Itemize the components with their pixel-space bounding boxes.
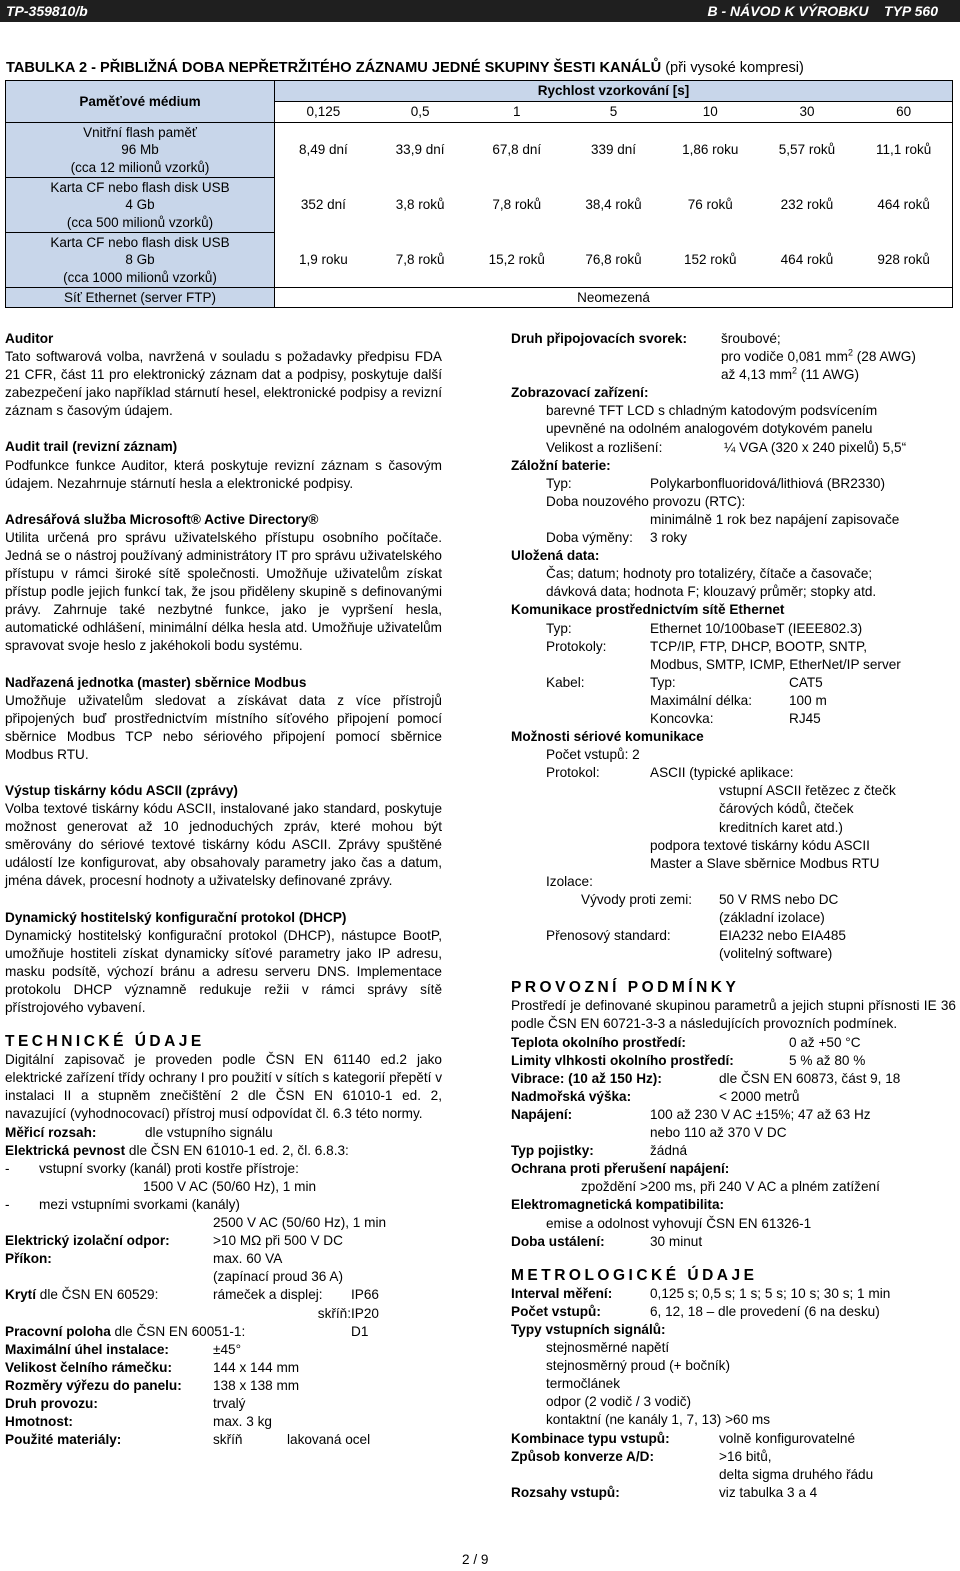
paragraph: Utilita určená pro správu uživatelského přístupu osobního počítače. Jedná se o nástroj používaný administrátory IT pro správu uživatelského přístupu v rámci široké sítě společnosti. Umožňuje uživatelům získat přístup podle jejich funkcí tak, že jsou přiděleny skupině s definovanými právy. Zahrnuje také nezbytné funkce, jako je vypršení hesla, automatické odhlášení, minimální délka hesla atd. Umožňuje uživatelům spravovat svoje heslo z jakéhokoli bodu systému.: [5, 529, 442, 654]
spec-key: Počet vstupů:: [511, 1303, 601, 1319]
table-title-main: TABULKA 2 - PŘIBLIŽNÁ DOBA NEPŘETRŽITÉHO ZÁZNAMU JEDNÉ SKUPINY ŠESTI KANÁLŮ: [6, 60, 662, 76]
duration-cell: 76,8 roků: [585, 251, 642, 267]
spec-key: Velikost a rozlišení:: [546, 439, 663, 455]
spec-value: (základní izolace): [719, 910, 825, 925]
spec-value: IP20: [351, 1305, 379, 1321]
medium-cell: [6, 178, 275, 233]
section-heading: Audit trail (revizní záznam): [5, 439, 178, 455]
recording-time-table: [5, 80, 953, 308]
spec-value: RJ45: [789, 710, 821, 726]
spec-value: dle vstupního signálu: [145, 1124, 273, 1140]
speed-cell: 5: [609, 104, 618, 119]
duration-cell: 352 dní: [300, 197, 346, 212]
paragraph: Tato softwarová volba, navržená v souladu s požadavky předpisu FDA 21 CFR, část 11 pro elektronický záznam dat a podpisy, poskytuje další zabezpečení jako například stárnutí hesel, elektronické podpisy a revizní záznam s časovým údajem.: [5, 349, 442, 419]
duration-cell: 5,57 roků: [778, 142, 836, 158]
spec-value: CAT5: [789, 674, 823, 690]
page-number: 2 / 9: [462, 1552, 489, 1567]
section-heading: Dynamický hostitelský konfigurační protokol (DHCP): [5, 909, 347, 925]
section-heading: Výstup tiskárny kódu ASCII (zprávy): [5, 782, 238, 798]
speed-cell: 0,125: [306, 104, 341, 119]
medium-samples: (cca 1000 milionů vzorků): [63, 269, 217, 285]
spec-value: TCP/IP, FTP, DHCP, BOOTP, SNTP,: [650, 638, 868, 654]
spec-key: Limity vlhkosti okolního prostředí:: [511, 1052, 734, 1068]
spec-key: Druh připojovacích svorek:: [511, 331, 688, 346]
left-column: [5, 330, 442, 1449]
spec-key: Protokol:: [546, 765, 600, 781]
duration-cell: 8,49 dní: [298, 142, 348, 158]
duration-cell: 1,86 roku: [682, 142, 739, 158]
spec-value: 2500 V AC (50/60 Hz), 1 min: [213, 1215, 387, 1231]
spec-value: zpoždění >200 ms, při 240 V AC a plném zatížení: [581, 1179, 880, 1195]
spec-key: Měřicí rozsah:: [5, 1124, 97, 1140]
duration-cell: Neomezená: [275, 288, 953, 308]
spec-value: Ethernet 10/100baseT (IEEE802.3): [650, 620, 863, 636]
section-heading: Uložená data:: [511, 548, 600, 564]
spec-key: Typ pojistky:: [511, 1143, 594, 1159]
duration-cell: 7,8 roků: [395, 251, 445, 267]
spec-value: ¼ VGA (320 x 240 pixelů) 5,5“: [724, 439, 907, 455]
spec-value: 100 m: [789, 692, 827, 708]
medium-capacity: 4 Gb: [125, 197, 155, 213]
spec-value: trvalý: [213, 1395, 246, 1411]
right-column: [511, 330, 956, 1502]
paragraph: Prostředí je definované skupinou parametrů a jejich stupni přísnosti IE 36 podle ČSN EN 60721-3-3 a následujících provozních podmínek.: [511, 998, 956, 1032]
spec-value: >10 MΩ při 500 V DC: [213, 1233, 343, 1249]
spec-value: volně konfigurovatelné: [719, 1430, 856, 1446]
spec-value: 50 V RMS nebo DC: [719, 891, 839, 907]
spec-value: max. 60 VA: [213, 1251, 283, 1267]
spec-value: dávková data; hodnota F; klouzavý průměr; stopky atd.: [546, 584, 877, 600]
medium-cell: Síť Ethernet (server FTP): [6, 288, 275, 308]
spec-key: Rozsahy vstupů:: [511, 1484, 620, 1500]
spec-value: max. 3 kg: [213, 1414, 272, 1430]
list-item: kontaktní (ne kanály 1, 7, 13) >60 ms: [546, 1412, 771, 1428]
medium-cell: [6, 123, 275, 178]
paragraph: Umožňuje uživatelům sledovat a získávat data z více přístrojů připojených buď prostřednictvím místního síťového připojení pomocí sběrnice Modbus TCP nebo sériového připojení pomocí sběrnice Modbus RTU.: [5, 692, 442, 762]
medium-capacity: 96 Mb: [121, 142, 159, 158]
spec-value: Master a Slave sběrnice Modbus RTU: [650, 855, 880, 871]
speed-cell: 10: [702, 104, 718, 119]
duration-cell: 928 roků: [877, 251, 930, 267]
spec-value: čárových kódů, čteček: [719, 801, 854, 817]
spec-key: Krytí dle ČSN EN 60529:: [5, 1287, 159, 1303]
spec-value: šroubové;: [721, 331, 781, 346]
spec-value: až 4,13 $mm^2$ (11 AWG): [721, 365, 859, 383]
spec-value: vstupní svorky (kanál) proti kostře přístroje:: [39, 1160, 299, 1176]
spec-value: minimálně 1 rok bez napájení zapisovače: [650, 511, 900, 527]
spec-value: < 2000 metrů: [719, 1088, 800, 1104]
spec-value: vstupní ASCII řetězec z čtečk: [719, 783, 896, 799]
spec-value: 138 x 138 mm: [213, 1377, 300, 1393]
spec-value: D1: [351, 1323, 369, 1339]
medium-name: Karta CF nebo flash disk USB: [50, 234, 230, 250]
spec-value: emise a odolnost vyhovují ČSN EN 61326-1: [546, 1215, 812, 1231]
spec-key: Doba nouzového provozu (RTC):: [546, 493, 746, 509]
spec-value: ASCII (typické aplikace:: [650, 765, 794, 781]
spec-value: podpora textové tiskárny kódu ASCII: [650, 837, 870, 853]
spec-key: Kabel:: [546, 674, 585, 690]
table-row: [6, 233, 953, 288]
spec-key: Velikost čelního rámečku:: [5, 1359, 172, 1375]
spec-value: dle ČSN EN 60873, část 9, 18: [719, 1070, 901, 1086]
spec-value: lakovaná ocel: [287, 1432, 371, 1448]
paragraph: Podfunkce funkce Auditor, která poskytuje revizní záznam s časovým údajem. Nezahrnuje stárnutí hesla a elektronické podpisy.: [5, 457, 442, 491]
speed-cell: 30: [799, 104, 815, 119]
spec-value: Modbus, SMTP, ICMP, EtherNet/IP server: [650, 656, 901, 672]
medium-name: Karta CF nebo flash disk USB: [50, 179, 230, 195]
duration-cell: 464 roků: [877, 197, 930, 212]
section-heading-operating: PROVOZNÍ PODMÍNKY: [511, 979, 740, 997]
bullet: -: [5, 1160, 10, 1176]
medium-samples: (cca 12 milionů vzorků): [70, 159, 210, 175]
spec-value: viz tabulka 3 a 4: [719, 1484, 818, 1500]
spec-value: 30 minut: [650, 1233, 703, 1249]
spec-key: Kombinace typu vstupů:: [511, 1430, 670, 1446]
spec-value: upevněné na odolném analogovém dotykovém panelu: [546, 421, 873, 437]
spec-key: Vibrace: (10 až 150 Hz):: [511, 1070, 662, 1086]
section-heading: Nadřazená jednotka (master) sběrnice Modbus: [5, 674, 307, 690]
bullet: -: [5, 1196, 10, 1212]
paragraph: Volba textové tiskárny kódu ASCII, instalované jako standard, poskytuje možnost generovat až 10 jednoduchých zpráv, které mohou být směrovány do sériové textové tiskárny kódu ASCII. Zprávy spuštěné událostí lze konfigurovat, aby obsahovaly parametry jako čas a datum, jména dávek, procesní hodnoty a uživatelsky definované zprávy.: [5, 801, 442, 889]
spec-key: Rozměry výřezu do panelu:: [5, 1377, 182, 1393]
spec-key: Elektrický izolační odpor:: [5, 1233, 170, 1249]
spec-key: Napájení:: [511, 1106, 573, 1122]
spec-key: Protokoly:: [546, 638, 607, 654]
duration-cell: 3,8 roků: [395, 197, 445, 212]
spec-value: žádná: [650, 1143, 688, 1159]
spec-value: skříň:: [317, 1305, 351, 1321]
spec-key: Teplota okolního prostředí:: [511, 1034, 686, 1050]
paragraph: Dynamický hostitelský konfigurační protokol (DHCP), nástupce BootP, umožňuje hostiteli získat dynamicky síťové parametry jako IP adresu, masku podsítě, výchozí bránu a adresu serveru DNS. Implementace protokolu DHCP významně redukuje režii v rámci správy sítě přístrojového vybavení.: [5, 927, 442, 1015]
table-row: [6, 178, 953, 233]
section-heading: Typy vstupních signálů:: [511, 1321, 666, 1337]
spec-value: kreditních karet atd.): [719, 819, 843, 835]
spec-value: Počet vstupů: 2: [546, 747, 640, 763]
speed-cell: 60: [896, 104, 912, 119]
list-item: odpor (2 vodič / 3 vodič): [546, 1394, 692, 1410]
spec-value: mezi vstupními svorkami (kanály): [39, 1196, 240, 1212]
duration-cell: 152 roků: [683, 251, 737, 267]
spec-value: 144 x 144 mm: [213, 1359, 300, 1375]
spec-key: Vývody proti zemi:: [581, 891, 693, 907]
spec-value: (zapínací proud 36 A): [213, 1269, 343, 1285]
spec-value: 6, 12, 18 – dle provedení (6 na desku): [650, 1303, 880, 1319]
spec-key: Maximální délka:: [650, 692, 752, 708]
spec-value: pro vodiče 0,081 $mm^2$ (28 AWG): [721, 347, 916, 365]
speed-values-row: [275, 103, 952, 121]
spec-key: Typ:: [650, 674, 676, 690]
duration-cell: 76 roků: [687, 197, 733, 212]
section-heading: Ochrana proti přerušení napájení:: [511, 1161, 730, 1177]
section-heading: Komunikace prostřednictvím sítě Ethernet: [511, 602, 785, 618]
spec-value: >16 bitů,: [719, 1448, 772, 1464]
spec-value: rámeček a displej:: [213, 1287, 323, 1303]
medium-name: Vnitřní flash paměť: [83, 124, 197, 140]
paragraph: Digitální zapisovač je proveden podle ČSN EN 61140 ed.2 jako elektrické zařízení třídy ochrany I pro použití v sítích s kategorií přepětí v instalaci II a stupněm znečištění 2 dle ČSN EN 61010-1 ed. 2, navazující (vyhodnocovací) přístroj musí odpovídat čl. 6.3 této normy.: [5, 1052, 442, 1122]
section-heading: Zobrazovací zařízení:: [511, 385, 649, 401]
spec-value: skříň: [213, 1432, 243, 1448]
spec-value: IP66: [351, 1287, 379, 1303]
section-heading: Možnosti sériové komunikace: [511, 729, 704, 745]
spec-key: Doba ustálení:: [511, 1233, 605, 1249]
section-heading-technical: TECHNICKÉ ÚDAJE: [5, 1033, 205, 1051]
spec-key: Způsob konverze A/D:: [511, 1448, 654, 1464]
spec-key: Typ:: [546, 620, 572, 636]
duration-cell: 67,8 dní: [492, 142, 542, 158]
spec-key: Použité materiály:: [5, 1432, 122, 1448]
section-heading: Elektromagnetická kompatibilita:: [511, 1197, 725, 1213]
medium-capacity: 8 Gb: [125, 252, 155, 268]
spec-value: nebo 110 až 370 V DC: [650, 1125, 787, 1141]
list-item: termočlánek: [546, 1376, 621, 1392]
spec-key: Maximální úhel instalace:: [5, 1341, 169, 1357]
spec-key: Interval měření:: [511, 1285, 613, 1301]
spec-key: Příkon:: [5, 1251, 52, 1267]
spec-value: delta sigma druhého řádu: [719, 1466, 874, 1482]
spec-key: Hmotnost:: [5, 1414, 73, 1430]
spec-value: Polykarbonfluoridová/lithiová (BR2330): [650, 475, 885, 491]
section-heading: Záložní baterie:: [511, 457, 611, 473]
spec-value: EIA232 nebo EIA485: [719, 928, 846, 944]
spec-key: Koncovka:: [650, 710, 714, 726]
medium-samples: (cca 500 milionů vzorků): [66, 214, 214, 230]
spec-value: 0,125 s; 0,5 s; 1 s; 5 s; 10 s; 30 s; 1 min: [650, 1285, 891, 1301]
speed-cell: 0,5: [410, 104, 430, 119]
spec-key: Izolace:: [546, 873, 593, 889]
page-header: [0, 0, 960, 22]
table-row: [6, 288, 953, 308]
spec-key: Typ:: [546, 475, 572, 491]
duration-cell: 38,4 roků: [585, 197, 642, 212]
section-heading: Auditor: [5, 331, 54, 346]
spec-value: Čas; datum; hodnoty pro totalizéry, čítače a časovače;: [546, 566, 873, 582]
spec-value: 5 % až 80 %: [789, 1052, 866, 1068]
duration-cell: 464 roků: [780, 251, 834, 267]
spec-value: barevné TFT LCD s chladným katodovým podsvícením: [546, 403, 878, 419]
spec-value: 1500 V AC (50/60 Hz), 1 min: [143, 1178, 317, 1194]
speed-header: Rychlost vzorkování [s]: [275, 81, 953, 102]
speed-cell: 1: [513, 104, 521, 119]
duration-cell: 33,9 dní: [395, 142, 445, 158]
media-header: Paměťové médium: [6, 81, 275, 123]
section-heading: Adresářová služba Microsoft® Active Directory®: [5, 511, 319, 527]
doc-number: TP-359810/b: [6, 3, 88, 19]
spec-value: (volitelný software): [719, 946, 833, 962]
spec-key: Druh provozu:: [5, 1395, 98, 1411]
duration-cell: 1,9 roku: [298, 251, 348, 267]
spec-key: Pracovní poloha dle ČSN EN 60051-1:: [5, 1323, 246, 1339]
table-title: [6, 59, 804, 77]
duration-cell: 7,8 roků: [492, 197, 542, 212]
spec-value: 100 až 230 V AC ±15%; 47 až 63 Hz: [650, 1106, 871, 1122]
spec-value: 3 roky: [650, 530, 688, 546]
duration-cell: 232 roků: [780, 197, 834, 212]
table-title-note: (při vysoké kompresi): [665, 60, 804, 76]
table-row: [6, 123, 953, 178]
medium-cell: [6, 233, 275, 288]
duration-cell: 339 dní: [590, 142, 637, 158]
list-item: stejnosměrný proud (+ bočník): [546, 1358, 730, 1374]
spec-value: ±45°: [213, 1341, 242, 1357]
spec-key: Přenosový standard:: [546, 928, 671, 944]
duration-cell: 11,1 roků: [876, 142, 932, 158]
list-item: stejnosměrné napětí: [546, 1340, 670, 1356]
spec-key: Doba výměny:: [546, 530, 633, 546]
doc-section-title: B - NÁVOD K VÝROBKU TYP 560: [707, 3, 938, 19]
spec-key: Elektrická pevnost dle ČSN EN 61010-1 ed. 2, čl. 6.8.3:: [5, 1142, 349, 1158]
duration-cell: 15,2 roků: [488, 251, 545, 267]
section-heading-metrology: METROLOGICKÉ ÚDAJE: [511, 1266, 758, 1284]
spec-value: 0 až +50 °C: [789, 1034, 861, 1050]
spec-key: Nadmořská výška:: [511, 1088, 632, 1104]
